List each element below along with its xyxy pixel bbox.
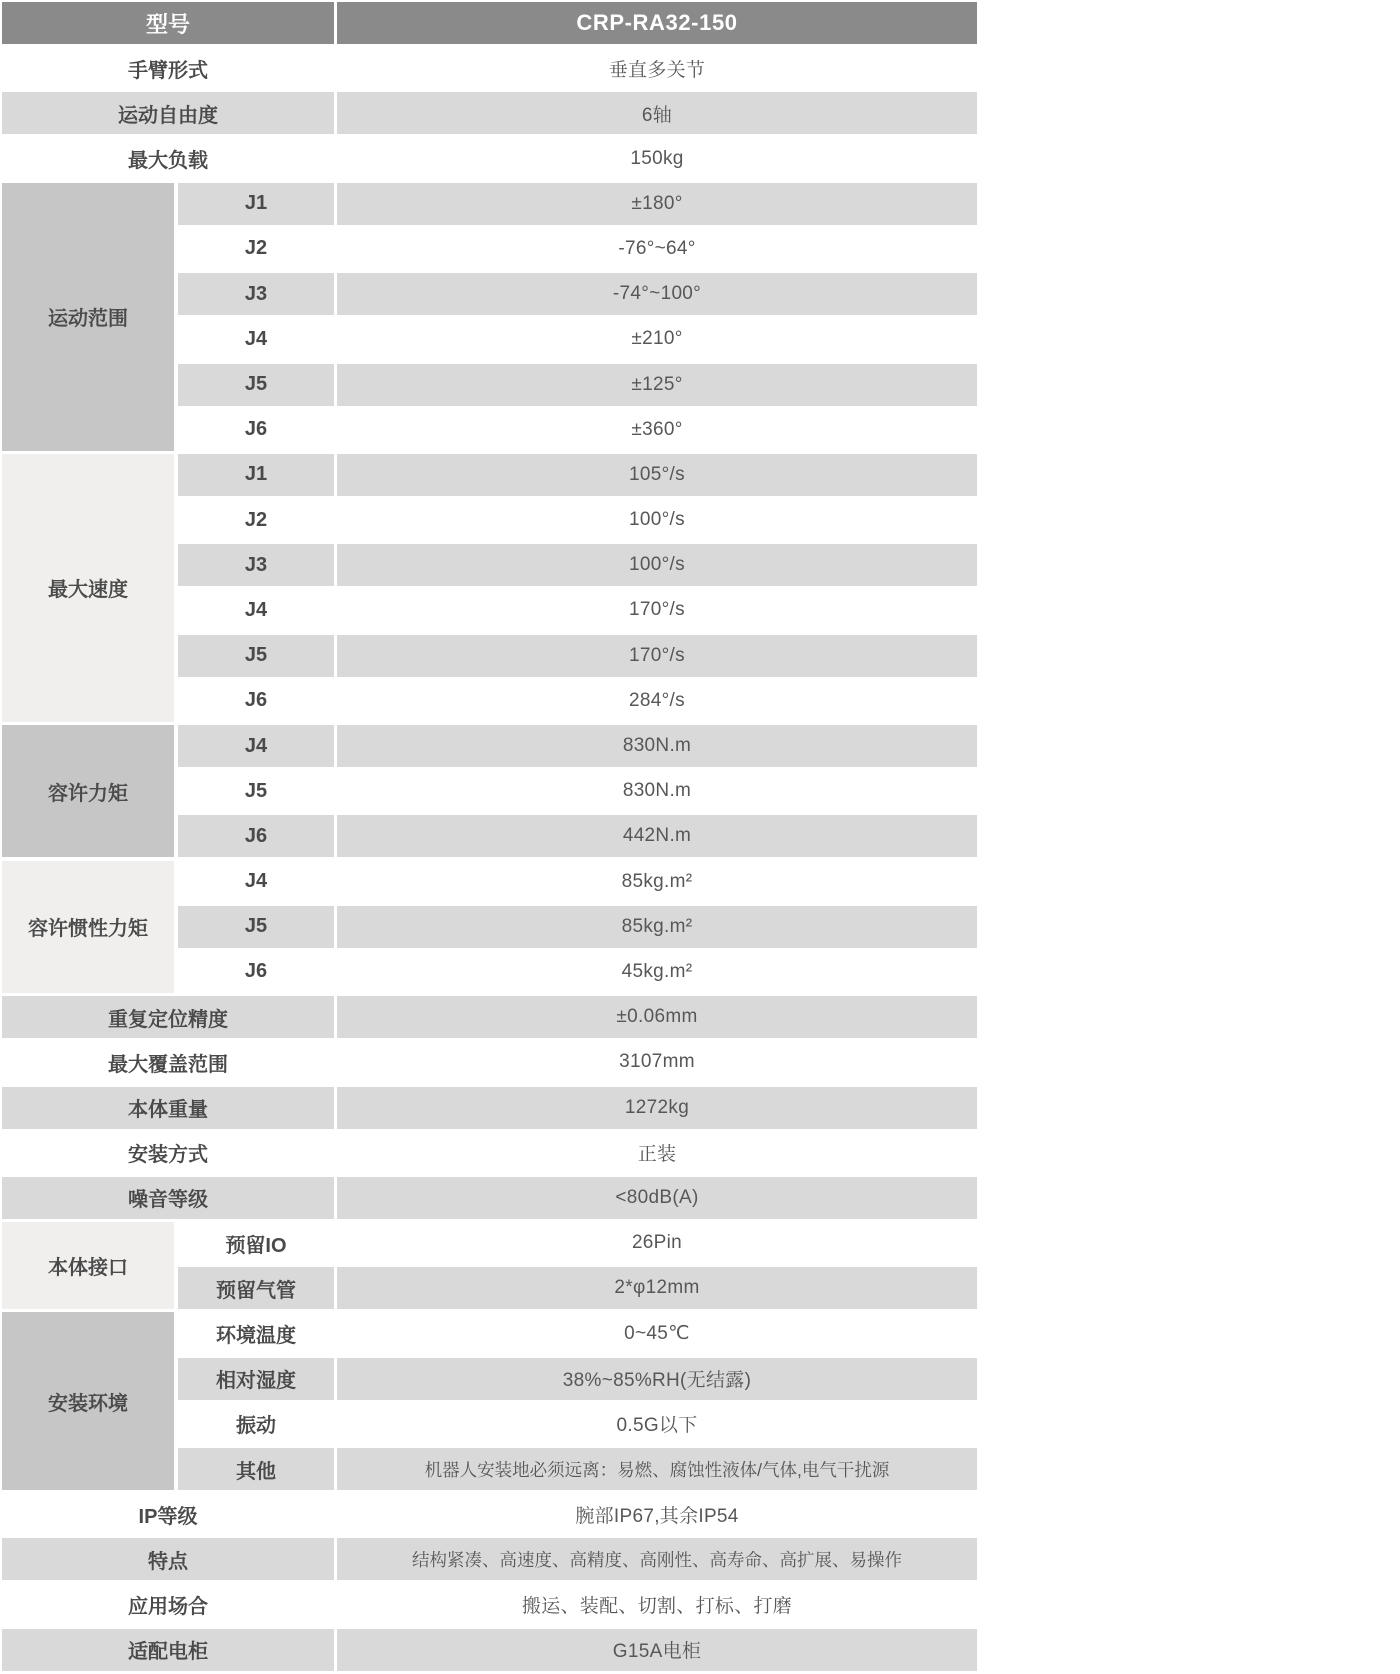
section-allowable-inertia: [2, 861, 977, 993]
row-speed-j1-value: 105°/s: [337, 454, 977, 496]
row-vibration: [178, 1403, 977, 1445]
row-body-weight: [2, 1087, 977, 1129]
row-range-j6-label: J6: [178, 409, 334, 451]
row-speed-j3-label: J3: [178, 544, 334, 586]
row-torque-j5-label: J5: [178, 770, 334, 812]
section-motion-range-label: 运动范围: [2, 183, 174, 451]
row-ip-rating-label: IP等级: [2, 1493, 334, 1535]
row-inertia-j4-label: J4: [178, 861, 334, 903]
row-environment-other-value: 机器人安装地必须远离：易燃、腐蚀性液体/气体,电气干扰源: [337, 1448, 977, 1490]
row-speed-j2-label: J2: [178, 499, 334, 541]
row-range-j4-value: ±210°: [337, 318, 977, 360]
row-torque-j4: [178, 725, 977, 767]
row-reserved-io-value: 26Pin: [337, 1222, 977, 1264]
row-noise-level-value: <80dB(A): [337, 1177, 977, 1219]
section-body-interface-rows: [178, 1222, 977, 1309]
row-speed-j5-value: 170°/s: [337, 635, 977, 677]
row-reserved-air-value: 2*φ12mm: [337, 1267, 977, 1309]
row-vibration-value: 0.5G以下: [337, 1403, 977, 1445]
row-speed-j4-value: 170°/s: [337, 589, 977, 631]
row-ip-rating: [2, 1493, 977, 1535]
row-reserved-io-label: 预留IO: [178, 1222, 334, 1264]
row-reserved-io: [178, 1222, 977, 1264]
row-reserved-air-label: 预留气管: [178, 1267, 334, 1309]
row-applications: [2, 1584, 977, 1626]
row-ambient-temp: [178, 1312, 977, 1354]
row-max-payload-value: 150kg: [337, 138, 977, 180]
row-matching-cabinet-value: G15A电柜: [337, 1629, 977, 1671]
row-dof-label: 运动自由度: [2, 92, 334, 134]
row-mounting: [2, 1132, 977, 1174]
row-repeatability-value: ±0.06mm: [337, 996, 977, 1038]
row-arm-type-value: 垂直多关节: [337, 47, 977, 89]
section-motion-range: [2, 183, 977, 451]
section-max-speed-label: 最大速度: [2, 454, 174, 722]
row-range-j5: [178, 364, 977, 406]
row-speed-j5: [178, 635, 977, 677]
row-speed-j4: [178, 589, 977, 631]
row-applications-label: 应用场合: [2, 1584, 334, 1626]
row-features: [2, 1538, 977, 1580]
header-model-value: CRP-RA32-150: [337, 2, 977, 44]
row-environment-other: [178, 1448, 977, 1490]
row-range-j3: [178, 273, 977, 315]
row-torque-j6-label: J6: [178, 815, 334, 857]
section-allowable-torque: [2, 725, 977, 857]
row-environment-other-label: 其他: [178, 1448, 334, 1490]
row-max-payload: [2, 138, 977, 180]
row-body-weight-value: 1272kg: [337, 1087, 977, 1129]
row-repeatability-label: 重复定位精度: [2, 996, 334, 1038]
section-motion-range-rows: [178, 183, 977, 451]
section-max-speed: [2, 454, 977, 722]
row-range-j1-value: ±180°: [337, 183, 977, 225]
row-speed-j1: [178, 454, 977, 496]
section-install-environment-label: 安装环境: [2, 1312, 174, 1490]
row-max-reach: [2, 1041, 977, 1083]
section-install-environment-rows: [178, 1312, 977, 1490]
row-matching-cabinet: [2, 1629, 977, 1671]
row-inertia-j5-value: 85kg.m²: [337, 906, 977, 948]
row-speed-j3: [178, 544, 977, 586]
section-allowable-inertia-label: 容许惯性力矩: [2, 861, 174, 993]
row-speed-j4-label: J4: [178, 589, 334, 631]
row-inertia-j4: [178, 861, 977, 903]
row-reserved-air: [178, 1267, 977, 1309]
row-relative-humidity: [178, 1358, 977, 1400]
row-range-j3-value: -74°~100°: [337, 273, 977, 315]
row-inertia-j5-label: J5: [178, 906, 334, 948]
row-matching-cabinet-label: 适配电柜: [2, 1629, 334, 1671]
section-install-environment: [2, 1312, 977, 1490]
section-allowable-inertia-rows: [178, 861, 977, 993]
row-torque-j4-label: J4: [178, 725, 334, 767]
row-max-reach-label: 最大覆盖范围: [2, 1041, 334, 1083]
row-range-j1-label: J1: [178, 183, 334, 225]
row-speed-j3-value: 100°/s: [337, 544, 977, 586]
row-noise-level-label: 噪音等级: [2, 1177, 334, 1219]
row-range-j6: [178, 409, 977, 451]
row-speed-j6: [178, 680, 977, 722]
row-speed-j2-value: 100°/s: [337, 499, 977, 541]
section-allowable-torque-label: 容许力矩: [2, 725, 174, 857]
row-range-j5-label: J5: [178, 364, 334, 406]
row-features-label: 特点: [2, 1538, 334, 1580]
row-range-j1: [178, 183, 977, 225]
section-body-interface-label: 本体接口: [2, 1222, 174, 1309]
section-allowable-torque-rows: [178, 725, 977, 857]
row-inertia-j6-value: 45kg.m²: [337, 951, 977, 993]
row-body-weight-label: 本体重量: [2, 1087, 334, 1129]
row-vibration-label: 振动: [178, 1403, 334, 1445]
row-speed-j6-label: J6: [178, 680, 334, 722]
row-noise-level: [2, 1177, 977, 1219]
row-range-j2-label: J2: [178, 228, 334, 270]
row-range-j6-value: ±360°: [337, 409, 977, 451]
row-max-reach-value: 3107mm: [337, 1041, 977, 1083]
row-arm-type-label: 手臂形式: [2, 47, 334, 89]
row-range-j5-value: ±125°: [337, 364, 977, 406]
row-inertia-j6-label: J6: [178, 951, 334, 993]
row-ambient-temp-label: 环境温度: [178, 1312, 334, 1354]
section-body-interface: [2, 1222, 977, 1309]
row-inertia-j4-value: 85kg.m²: [337, 861, 977, 903]
row-torque-j5-value: 830N.m: [337, 770, 977, 812]
row-mounting-value: 正装: [337, 1132, 977, 1174]
row-speed-j1-label: J1: [178, 454, 334, 496]
row-relative-humidity-label: 相对湿度: [178, 1358, 334, 1400]
row-repeatability: [2, 996, 977, 1038]
row-range-j3-label: J3: [178, 273, 334, 315]
row-mounting-label: 安装方式: [2, 1132, 334, 1174]
robot-spec-table: [2, 2, 977, 1674]
header-model-label: 型号: [2, 2, 334, 44]
row-ip-rating-value: 腕部IP67,其余IP54: [337, 1493, 977, 1535]
row-applications-value: 搬运、装配、切割、打标、打磨: [337, 1584, 977, 1626]
row-ambient-temp-value: 0~45℃: [337, 1312, 977, 1354]
row-range-j4-label: J4: [178, 318, 334, 360]
row-range-j2-value: -76°~64°: [337, 228, 977, 270]
row-relative-humidity-value: 38%~85%RH(无结露): [337, 1358, 977, 1400]
row-speed-j6-value: 284°/s: [337, 680, 977, 722]
row-speed-j5-label: J5: [178, 635, 334, 677]
row-features-value: 结构紧凑、高速度、高精度、高刚性、高寿命、高扩展、易操作: [337, 1538, 977, 1580]
row-torque-j4-value: 830N.m: [337, 725, 977, 767]
row-torque-j6: [178, 815, 977, 857]
row-torque-j5: [178, 770, 977, 812]
row-inertia-j5: [178, 906, 977, 948]
row-speed-j2: [178, 499, 977, 541]
row-range-j4: [178, 318, 977, 360]
row-max-payload-label: 最大负载: [2, 138, 334, 180]
row-arm-type: [2, 47, 977, 89]
row-dof: [2, 92, 977, 134]
row-torque-j6-value: 442N.m: [337, 815, 977, 857]
section-max-speed-rows: [178, 454, 977, 722]
header-row: [2, 2, 977, 44]
row-dof-value: 6轴: [337, 92, 977, 134]
row-inertia-j6: [178, 951, 977, 993]
row-range-j2: [178, 228, 977, 270]
